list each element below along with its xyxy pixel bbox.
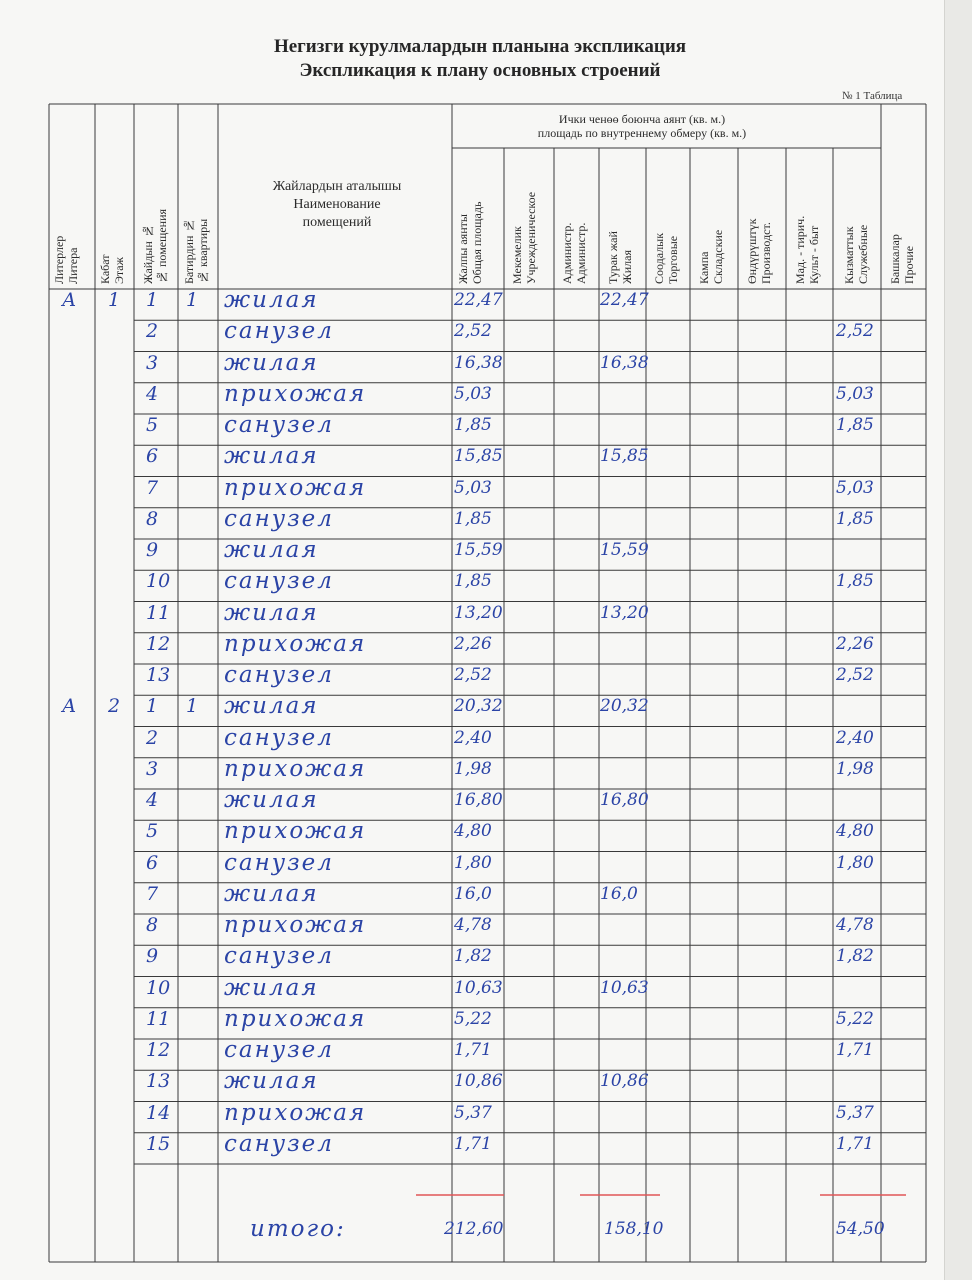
room-number-cell: 9 [146, 539, 159, 561]
service-area-cell: 2,52 [836, 321, 874, 342]
room-number-cell: 11 [146, 601, 171, 624]
service-area-cell: 1,98 [836, 758, 874, 779]
room-name-cell: санузел [224, 1037, 334, 1063]
service-area-cell: 5,03 [836, 383, 874, 404]
room-name-cell: жилая [224, 787, 319, 813]
room-number-cell: 4 [146, 789, 159, 811]
title-russian: Экспликация к плану основных строений [299, 60, 661, 81]
room-name-cell: прихожая [224, 380, 367, 407]
living-area-cell: 10,86 [600, 1071, 649, 1092]
room-number-cell: 7 [146, 882, 159, 905]
total-area-cell: 10,63 [454, 977, 503, 998]
total-area-cell: 1,98 [454, 758, 492, 779]
living-area-cell: 22,47 [600, 290, 649, 310]
room-number-cell: 8 [146, 507, 159, 530]
totals-service: 54,50 [836, 1219, 885, 1239]
room-number-cell: 2 [146, 726, 159, 749]
total-area-cell: 2,40 [454, 727, 492, 748]
total-area-cell: 4,80 [454, 821, 492, 842]
room-number-cell: 6 [146, 445, 159, 468]
room-number-cell: 13 [146, 664, 171, 686]
service-area-cell: 4,78 [836, 915, 874, 935]
total-area-cell: 1,82 [454, 946, 492, 967]
total-area-cell: 2,52 [454, 321, 492, 342]
total-area-cell: 2,52 [454, 665, 492, 685]
total-area-cell: 22,47 [454, 290, 503, 310]
header-service: Кызматтык Служебные [842, 224, 870, 284]
total-area-cell: 16,0 [454, 883, 492, 904]
total-area-cell: 16,80 [454, 790, 503, 810]
living-area-cell: 10,63 [600, 977, 649, 998]
service-area-cell: 1,71 [836, 1040, 874, 1060]
room-name-cell: жилая [224, 974, 319, 1001]
service-area-cell: 1,82 [836, 946, 874, 967]
room-name-cell: жилая [224, 880, 319, 907]
room-number-cell: 14 [146, 1101, 171, 1124]
room-name-cell: жилая [224, 537, 319, 563]
header-admin: Администр. Администр. [560, 222, 588, 284]
total-area-cell: 5,37 [454, 1102, 492, 1123]
total-area-cell: 5,03 [454, 477, 492, 498]
header-total-area: Жалпы аянты Общая площадь [456, 201, 484, 284]
service-area-cell: 2,52 [836, 665, 874, 685]
total-area-cell: 1,71 [454, 1133, 492, 1154]
apartment-number-cell: 1 [186, 695, 199, 718]
service-area-cell: 1,71 [836, 1133, 874, 1154]
header-room-name: Жайлардын аталышы Наименование помещений [272, 179, 402, 230]
total-area-cell: 1,71 [454, 1040, 492, 1060]
room-number-cell: 8 [146, 914, 159, 936]
header-area-group: Ички ченөө боюнча аянт (кв. м.) площадь по внутреннему обмеру (кв. м.) [537, 112, 747, 140]
total-area-cell: 1,85 [454, 415, 492, 435]
service-area-cell: 1,85 [836, 508, 874, 529]
service-area-cell: 2,26 [836, 633, 874, 654]
living-area-cell: 20,32 [600, 696, 649, 717]
room-number-cell: 6 [146, 851, 159, 874]
totals-label: итого: [250, 1216, 346, 1242]
room-number-cell: 7 [146, 476, 159, 499]
room-name-cell: жилая [224, 287, 319, 313]
header-other: Башкалар Прочие [888, 234, 916, 284]
service-area-cell: 4,80 [836, 821, 874, 842]
service-area-cell: 1,85 [836, 571, 874, 592]
header-litera: Литерлер Литера [52, 235, 80, 284]
floor-cell: 1 [108, 289, 121, 311]
total-area-cell: 16,38 [454, 352, 503, 373]
room-number-cell: 13 [146, 1070, 171, 1093]
header-storage: Кампа Складские [697, 229, 725, 284]
room-number-cell: 10 [146, 976, 171, 999]
room-name-cell: санузел [224, 412, 334, 438]
litera-cell: А [62, 289, 77, 311]
room-number-cell: 2 [146, 320, 159, 343]
total-area-cell: 5,22 [454, 1008, 492, 1029]
living-area-cell: 16,38 [600, 352, 649, 373]
total-area-cell: 1,80 [454, 852, 492, 873]
service-area-cell: 5,03 [836, 477, 874, 498]
living-area-cell: 13,20 [600, 602, 649, 623]
room-number-cell: 10 [146, 570, 171, 593]
total-area-cell: 15,85 [454, 446, 503, 467]
room-name-cell: жилая [224, 1068, 319, 1095]
floor-cell: 2 [108, 695, 121, 718]
total-area-cell: 5,03 [454, 383, 492, 404]
room-number-cell: 4 [146, 382, 159, 405]
totals-total: 212,60 [444, 1219, 504, 1239]
room-name-cell: санузел [224, 505, 334, 532]
room-name-cell: санузел [224, 943, 334, 970]
apartment-number-cell: 1 [186, 289, 199, 311]
room-number-cell: 1 [146, 695, 159, 718]
red-mark-service [820, 1194, 906, 1196]
header-institutional: Мекемелик Учрежденическое [510, 191, 538, 284]
room-name-cell: жилая [224, 599, 319, 626]
room-name-cell: прихожая [224, 474, 367, 501]
service-area-cell: 1,85 [836, 415, 874, 435]
total-area-cell: 13,20 [454, 602, 503, 623]
room-name-cell: санузел [224, 849, 334, 876]
header-cultural: Мад. - тирич. Культ - быт [793, 215, 821, 284]
total-area-cell: 15,59 [454, 540, 503, 560]
header-living: Турак жай Жилая [606, 231, 634, 284]
litera-cell: А [62, 695, 77, 718]
room-name-cell: прихожая [224, 630, 367, 657]
room-name-cell: жилая [224, 349, 319, 376]
total-area-cell: 20,32 [454, 696, 503, 717]
room-name-cell: прихожая [224, 1099, 367, 1126]
room-number-cell: 15 [146, 1132, 171, 1155]
room-number-cell: 3 [146, 351, 159, 374]
living-area-cell: 15,59 [600, 540, 649, 560]
header-production: Өндүрүштүк Производст. [745, 218, 773, 284]
service-area-cell: 5,37 [836, 1102, 874, 1123]
room-name-cell: жилая [224, 693, 319, 720]
room-name-cell: прихожая [224, 755, 367, 782]
service-area-cell: 2,40 [836, 727, 874, 748]
total-area-cell: 1,85 [454, 508, 492, 529]
service-area-cell: 1,80 [836, 852, 874, 873]
room-number-cell: 5 [146, 820, 159, 843]
living-area-cell: 16,0 [600, 883, 638, 904]
room-number-cell: 12 [146, 1039, 171, 1061]
red-mark-total [416, 1194, 504, 1196]
living-area-cell: 15,85 [600, 446, 649, 467]
room-name-cell: прихожая [224, 1005, 367, 1032]
header-room-no: Жайдын № № помещения [141, 208, 169, 284]
room-name-cell: санузел [224, 318, 334, 345]
room-number-cell: 9 [146, 945, 159, 968]
totals-living: 158,10 [604, 1219, 664, 1239]
header-apt-no: Батирдин № № квартиры [182, 218, 210, 284]
total-area-cell: 1,85 [454, 571, 492, 592]
service-area-cell: 5,22 [836, 1008, 874, 1029]
room-number-cell: 3 [146, 757, 159, 780]
room-name-cell: санузел [224, 1130, 334, 1157]
total-area-cell: 2,26 [454, 633, 492, 654]
room-number-cell: 11 [146, 1007, 171, 1030]
header-trade: Соодалык Торговые [652, 232, 680, 284]
title-kyrgyz: Негизги курулмалардын планына экспликация [273, 36, 687, 57]
red-mark-living [580, 1194, 660, 1196]
table-number: № 1 Таблица [842, 90, 903, 102]
room-number-cell: 12 [146, 632, 171, 655]
total-area-cell: 10,86 [454, 1071, 503, 1092]
room-name-cell: санузел [224, 662, 334, 688]
living-area-cell: 16,80 [600, 790, 649, 810]
header-floor: Кабат Этаж [98, 254, 126, 284]
room-name-cell: жилая [224, 443, 319, 470]
room-number-cell: 5 [146, 414, 159, 436]
room-number-cell: 1 [146, 289, 159, 311]
room-name-cell: санузел [224, 724, 334, 751]
room-name-cell: прихожая [224, 912, 367, 938]
room-name-cell: санузел [224, 568, 334, 595]
room-name-cell: прихожая [224, 818, 367, 845]
total-area-cell: 4,78 [454, 915, 492, 935]
